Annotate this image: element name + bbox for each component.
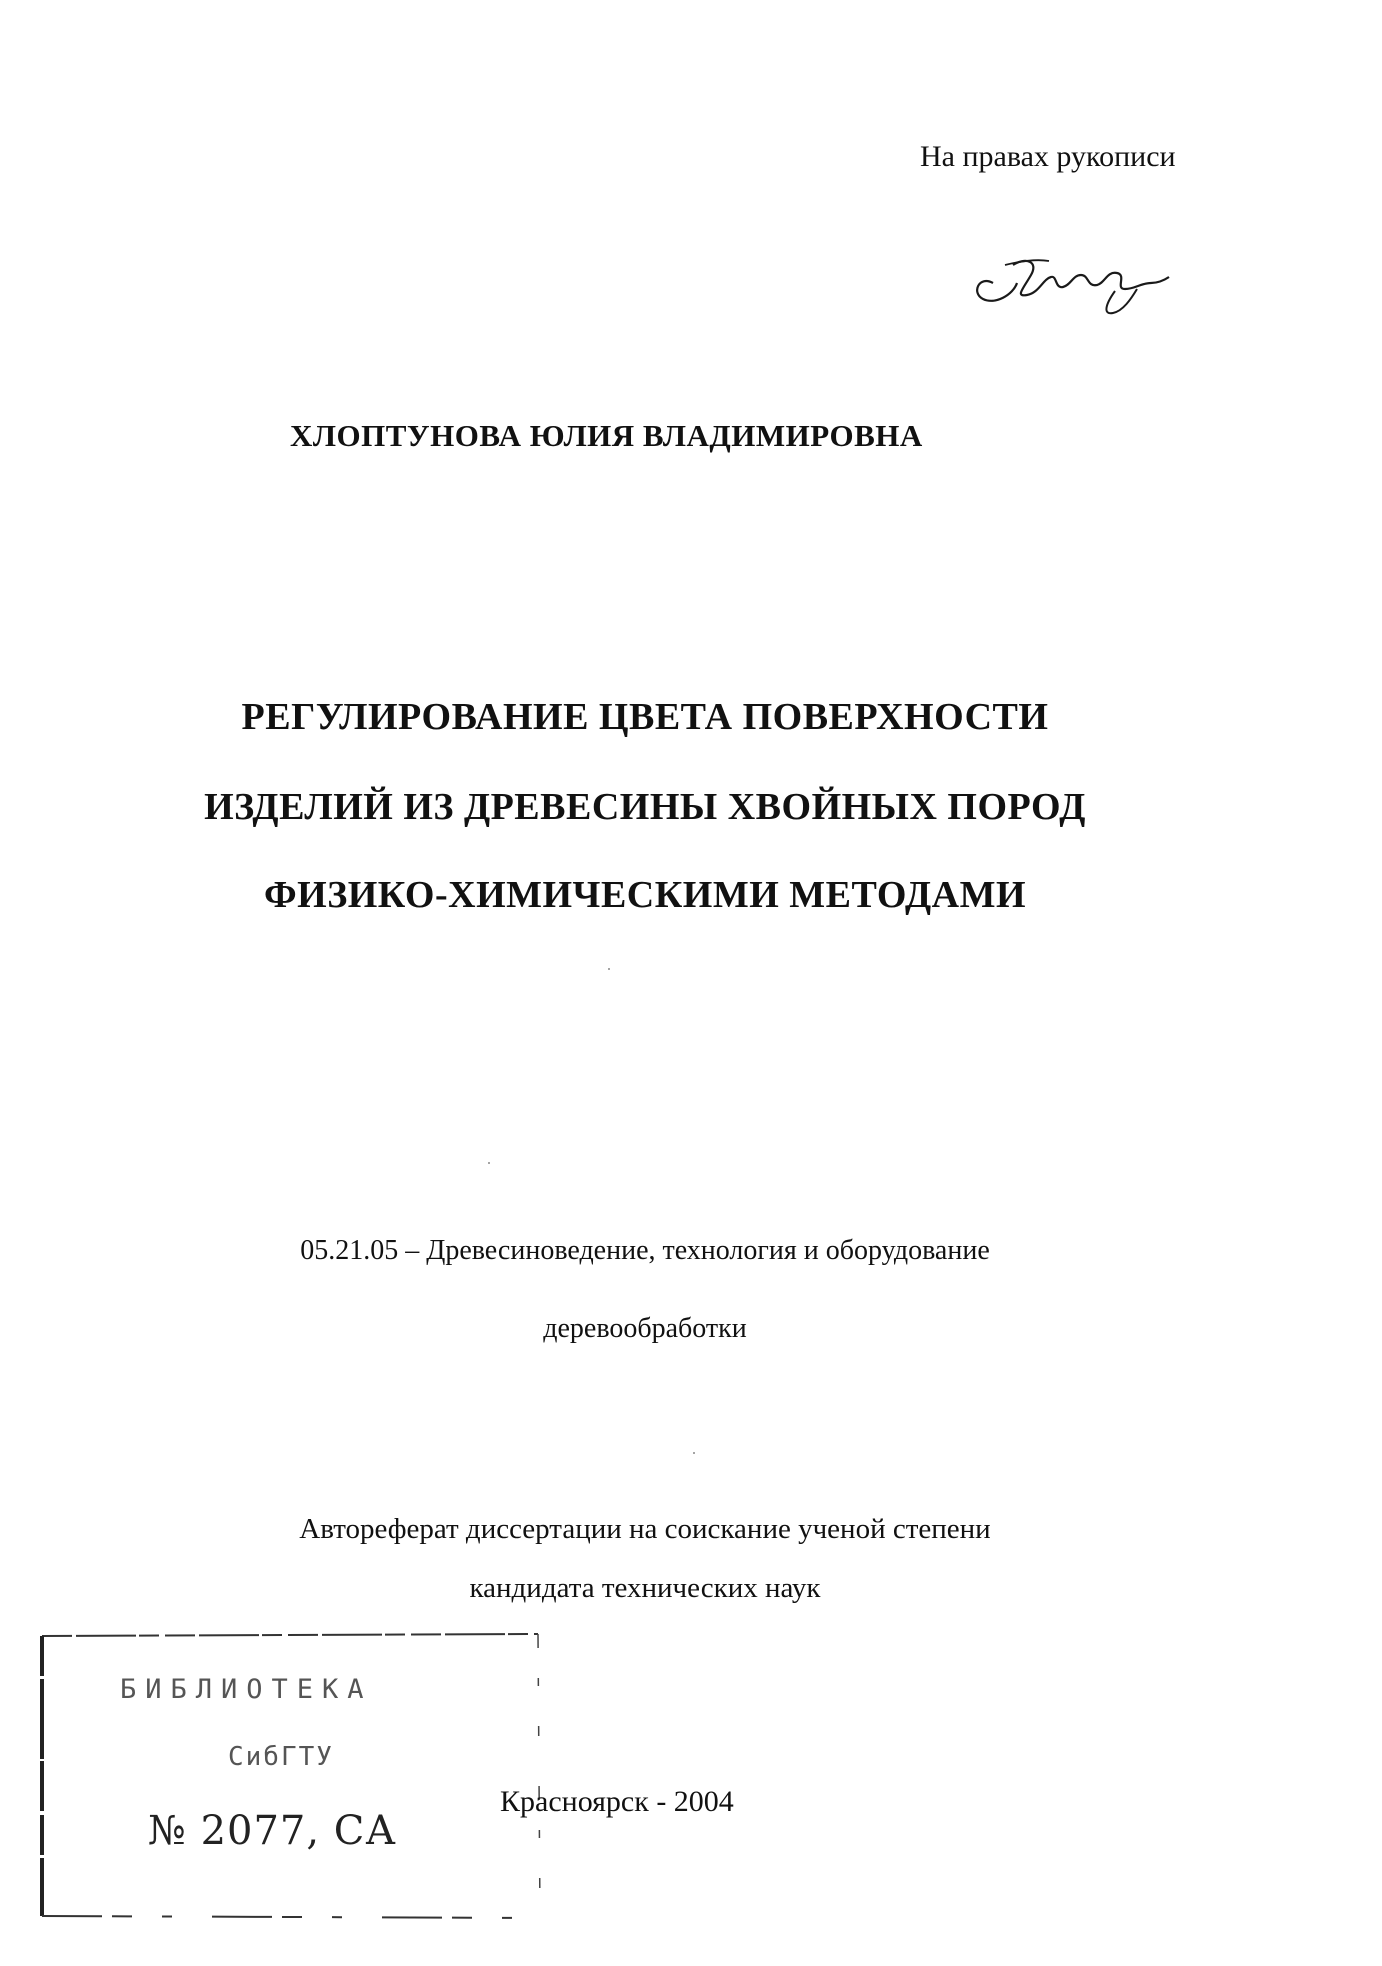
title-line-2: ИЗДЕЛИЙ ИЗ ДРЕВЕСИНЫ ХВОЙНЫХ ПОРОД (204, 786, 1086, 828)
stamp-inventory-number: № 2077, СА (148, 1808, 397, 1854)
abstract-line-2: кандидата технических наук (469, 1572, 821, 1604)
stamp-library-label: БИБЛИОТЕКА (120, 1674, 373, 1705)
author-name: ХЛОПТУНОВА ЮЛИЯ ВЛАДИМИРОВНА (290, 418, 923, 453)
specialty-line-1: 05.21.05 – Древесиноведение, технология и оборудование (300, 1235, 990, 1266)
scan-speck (488, 1162, 490, 1164)
scan-speck (608, 968, 610, 970)
scan-speck (693, 1452, 695, 1454)
author-signature (965, 235, 1175, 330)
abstract-line-1: Автореферат диссертации на соискание ученой степени (299, 1513, 991, 1545)
rights-note: На правах рукописи (920, 140, 1176, 173)
stamp-university-label: СибГТУ (228, 1742, 334, 1772)
specialty-line-2: деревообработки (543, 1313, 747, 1344)
library-stamp (38, 1632, 548, 1922)
title-line-3: ФИЗИКО-ХИМИЧЕСКИМИ МЕТОДАМИ (264, 874, 1026, 916)
title-line-1: РЕГУЛИРОВАНИЕ ЦВЕТА ПОВЕРХНОСТИ (241, 696, 1049, 738)
city-year: Красноярск - 2004 (500, 1785, 734, 1818)
